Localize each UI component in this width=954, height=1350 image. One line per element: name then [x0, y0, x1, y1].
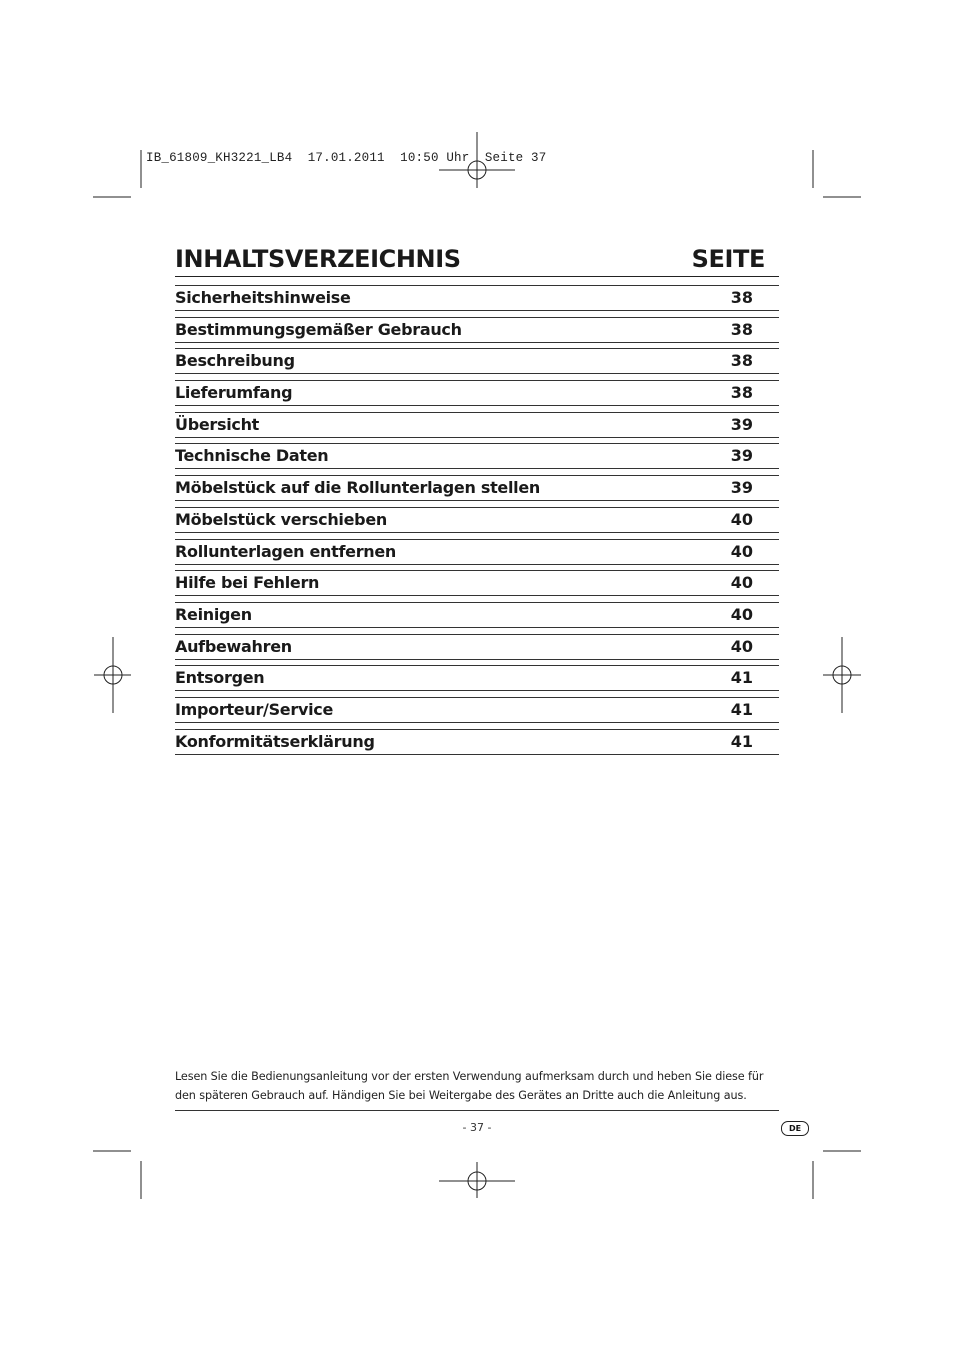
toc-entry-label: Sicherheitshinweise — [175, 288, 351, 307]
toc-entry-page: 38 — [730, 351, 753, 371]
toc-entry-page: 40 — [730, 604, 753, 624]
toc-entry-label: Aufbewahren — [175, 636, 292, 656]
toc-entry-label: Technische Daten — [175, 446, 329, 466]
toc-page-column-label: SEITE — [691, 245, 765, 273]
toc-entry-page: 40 — [730, 573, 753, 593]
toc-entry-label: Rollunterlagen entfernen — [175, 541, 397, 561]
toc-entry-page: 39 — [730, 414, 753, 434]
toc-entry-page: 38 — [730, 319, 753, 339]
toc-entry[interactable] — [175, 697, 779, 723]
toc-entry[interactable] — [175, 634, 779, 660]
toc-entry[interactable] — [175, 475, 779, 501]
toc-entry[interactable] — [175, 380, 779, 406]
language-badge: DE — [781, 1121, 809, 1136]
toc-entry[interactable] — [175, 570, 779, 596]
page-number: - 37 - — [462, 1121, 492, 1134]
toc-entry[interactable] — [175, 507, 779, 533]
toc-entry-page: 41 — [730, 668, 753, 688]
toc-entry-label: Möbelstück verschieben — [175, 509, 387, 529]
toc-entry[interactable] — [175, 317, 779, 343]
toc-entry-page: 39 — [730, 478, 753, 498]
toc-entry-label: Bestimmungsgemäßer Gebrauch — [175, 319, 462, 339]
usage-note — [175, 1068, 779, 1111]
toc-entry-label: Reinigen — [175, 604, 252, 624]
toc-list — [175, 285, 779, 760]
toc-entry-page: 40 — [730, 541, 753, 561]
toc-entry[interactable] — [175, 539, 779, 565]
toc-entry[interactable] — [175, 412, 779, 438]
toc-entry-label: Möbelstück auf die Rollunterlagen stellen — [175, 478, 540, 498]
toc-entry[interactable] — [175, 665, 779, 691]
toc-entry-page: 38 — [730, 288, 753, 307]
toc-entry-page: 39 — [730, 446, 753, 466]
toc-entry[interactable] — [175, 443, 779, 469]
toc-entry-page: 38 — [730, 383, 753, 403]
toc-entry-label: Konformitätserklärung — [175, 731, 375, 751]
toc-entry-page: 40 — [730, 636, 753, 656]
toc-entry-label: Importeur/Service — [175, 699, 334, 719]
usage-note-line-1: Lesen Sie die Bedienungsanleitung vor der ersten Verwendung aufmerksam durch und heben Sie diese für — [175, 1070, 764, 1083]
toc-entry[interactable] — [175, 729, 779, 755]
toc-entry-label: Hilfe bei Fehlern — [175, 573, 320, 593]
toc-entry-label: Entsorgen — [175, 668, 265, 688]
toc-entry[interactable] — [175, 348, 779, 374]
toc-header — [175, 244, 779, 277]
toc-entry-page: 41 — [730, 731, 753, 751]
toc-title: INHALTSVERZEICHNIS — [175, 245, 461, 273]
toc-entry-label: Lieferumfang — [175, 383, 293, 403]
usage-note-line-2: den späteren Gebrauch auf. Händigen Sie bei Weitergabe des Gerätes an Dritte auch die Anleitung aus. — [175, 1088, 747, 1102]
toc-entry[interactable] — [175, 602, 779, 628]
toc-entry-page: 40 — [730, 509, 753, 529]
toc-entry-label: Übersicht — [175, 414, 260, 434]
toc-entry[interactable] — [175, 285, 779, 311]
toc-entry-page: 41 — [730, 699, 753, 719]
toc-entry-label: Beschreibung — [175, 351, 295, 371]
print-slug-line: IB_61809_KH3221_LB4 17.01.2011 10:50 Uhr Seite 37 — [146, 151, 547, 165]
